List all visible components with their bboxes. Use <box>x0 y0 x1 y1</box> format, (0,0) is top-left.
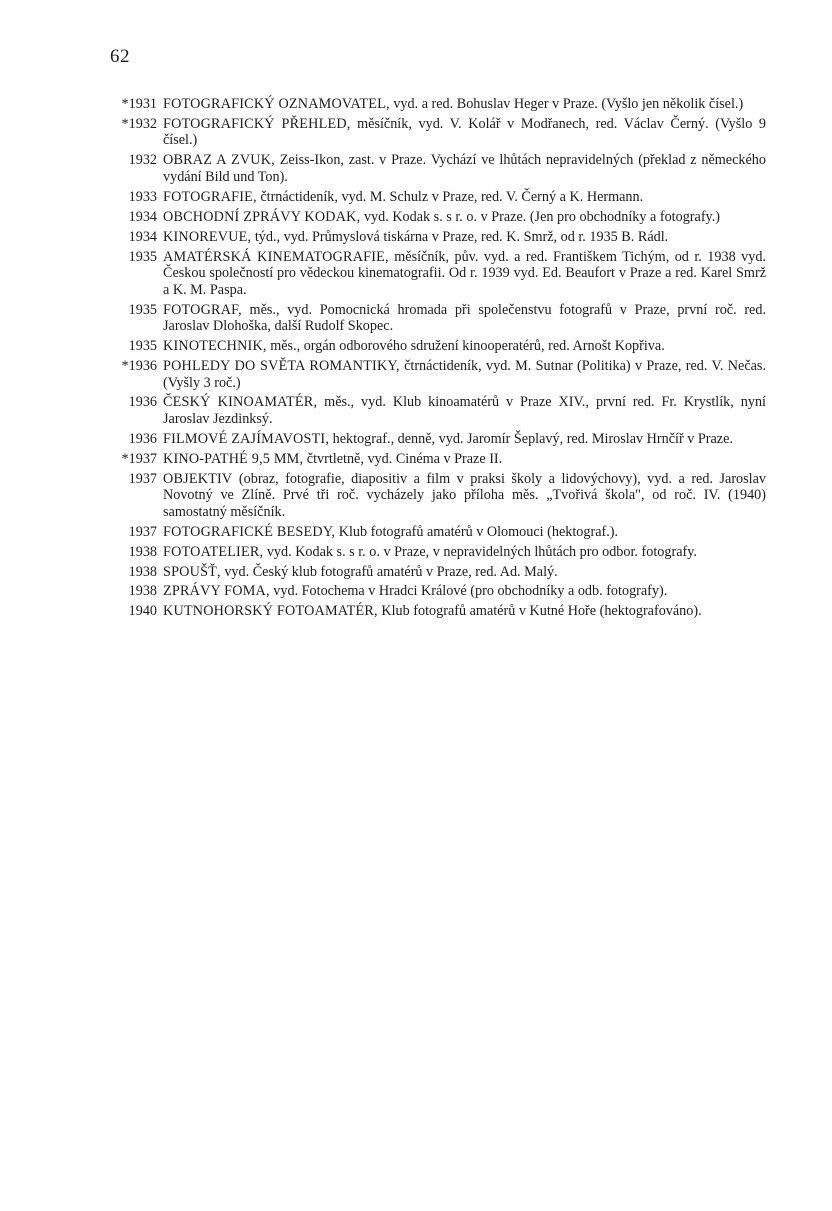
entry-year: 1934 <box>128 228 157 245</box>
entry-text <box>163 583 766 600</box>
entry-details: měsíčník, pův. vyd. a red. Františkem Tichým, od r. 1938 vyd. Českou společností pro vědeckou kinematografii. Od r. 1939 vyd. Ed. Beaufort v Praze a red. Karel Smrž a K. M. Paspa. <box>163 248 766 298</box>
entry-year: 1937 <box>128 470 157 487</box>
entry-title: ČESKÝ KINOAMATÉR, <box>163 394 318 411</box>
entry-title: KINOTECHNIK, <box>163 338 267 355</box>
entry-text <box>163 544 766 561</box>
entry-details: Klub fotografů amatérů v Kutné Hoře (hektografováno). <box>377 603 702 620</box>
entry-title: ZPRÁVY FOMA, <box>163 583 270 600</box>
list-item <box>104 471 766 521</box>
entry-title: KINOREVUE, <box>163 228 252 245</box>
entry-details: čtrnáctideník, vyd. M. Sutnar (Politika) v Praze, red. V. Nečas. (Vyšly 3 roč.) <box>163 357 766 391</box>
entry-title: FILMOVÉ ZAJÍMAVOSTI, <box>163 430 330 447</box>
entry-details: čtrnáctideník, vyd. M. Schulz v Praze, red. V. Černý a K. Hermann. <box>256 188 644 205</box>
entry-title: FOTOGRAFICKÝ OZNAMOVATEL, <box>163 96 390 112</box>
entry-text <box>163 431 766 448</box>
entry-year: 1938 <box>128 563 157 580</box>
periodicals-list <box>104 96 766 623</box>
page-number: 62 <box>110 46 130 67</box>
entry-title: OBCHODNÍ ZPRÁVY KODAK, <box>163 208 361 225</box>
entry-text <box>163 249 766 299</box>
entry-text <box>163 96 766 113</box>
entry-year: 1936 <box>128 394 157 411</box>
entry-text <box>163 229 766 246</box>
entry-details: (obraz, fotografie, diapositiv a film v praksi školy a lidovýchovy), vyd. a red. Jaroslav Novotný ve Zlíně. Prvé tři roč. vycházely jako příloha měs. „Tvořivá škola", od roč. IV. (1940) samostatný měsíčník. <box>163 470 766 520</box>
entry-year: *1932 <box>121 115 157 132</box>
entry-text <box>163 152 766 185</box>
list-item <box>104 338 766 355</box>
entry-details: vyd. a red. Bohuslav Heger v Praze. (Vyšlo jen několik čísel.) <box>389 96 744 112</box>
entry-year: 1938 <box>128 543 157 560</box>
entry-text <box>163 302 766 335</box>
entry-year: *1931 <box>121 96 157 112</box>
list-item <box>104 249 766 299</box>
entry-year: 1935 <box>128 301 157 318</box>
list-item <box>104 116 766 149</box>
entry-title: FOTOGRAFICKÉ BESEDY, <box>163 523 336 540</box>
entry-details: měsíčník, vyd. V. Kolář v Modřanech, red. Václav Černý. (Vyšlo 9 čísel.) <box>163 115 766 149</box>
entry-year: 1935 <box>128 248 157 265</box>
list-item <box>104 431 766 448</box>
entry-title: SPOUŠŤ, <box>163 563 221 580</box>
list-item <box>104 96 766 113</box>
list-item <box>104 302 766 335</box>
entry-year: *1937 <box>121 450 157 467</box>
entry-details: hektograf., denně, vyd. Jaromír Šeplavý, red. Miroslav Hrnčíř v Praze. <box>329 430 733 447</box>
entry-text <box>163 338 766 355</box>
list-item <box>104 152 766 185</box>
entry-title: OBRAZ A ZVUK, <box>163 152 275 169</box>
entry-text <box>163 564 766 581</box>
entry-details: měs., vyd. Klub kinoamatérů v Praze XIV., první red. Fr. Krystlík, nyní Jaroslav Jezdinksý. <box>163 394 766 428</box>
list-item <box>104 524 766 541</box>
entry-title: AMATÉRSKÁ KINEMATOGRAFIE, <box>163 248 389 265</box>
entry-text <box>163 471 766 521</box>
entry-text <box>163 394 766 427</box>
entry-details: vyd. Kodak s. s r. o. v Praze, v nepravidelných lhůtách pro odbor. fotografy. <box>263 543 697 560</box>
list-item <box>104 358 766 391</box>
entry-details: vyd. Kodak s. s r. o. v Praze. (Jen pro obchodníky a fotografy.) <box>360 208 720 225</box>
entry-title: POHLEDY DO SVĚTA ROMANTIKY, <box>163 357 400 374</box>
entry-text <box>163 603 766 620</box>
entry-title: KUTNOHORSKÝ FOTOAMATÉR, <box>163 603 378 620</box>
entry-year: *1936 <box>121 357 157 374</box>
entry-text <box>163 358 766 391</box>
entry-details: čtvrtletně, vyd. Cinéma v Praze II. <box>303 450 503 467</box>
entry-year: 1935 <box>128 338 157 355</box>
entry-details: Zeiss-Ikon, zast. v Praze. Vychází ve lhůtách nepravidelných (překlad z německého vydání Bild und Ton). <box>163 152 766 185</box>
entry-details: vyd. Fotochema v Hradci Králové (pro obchodníky a odb. fotografy). <box>269 583 668 600</box>
list-item <box>104 209 766 226</box>
entry-year: 1934 <box>128 208 157 225</box>
entry-year: 1932 <box>128 152 157 169</box>
list-item <box>104 229 766 246</box>
entry-text <box>163 524 766 541</box>
entry-title: KINO-PATHÉ 9,5 MM, <box>163 450 304 467</box>
entry-year: 1937 <box>128 523 157 540</box>
entry-text <box>163 451 766 468</box>
list-item <box>104 451 766 468</box>
entry-details: vyd. Český klub fotografů amatérů v Praze, red. Ad. Malý. <box>220 563 558 580</box>
entry-title: FOTOGRAFICKÝ PŘEHLED, <box>163 115 351 132</box>
entry-title: FOTOGRAF, <box>163 301 242 318</box>
list-item <box>104 583 766 600</box>
list-item <box>104 189 766 206</box>
entry-text <box>163 189 766 206</box>
entry-details: Klub fotografů amatérů v Olomouci (hektograf.). <box>335 523 619 540</box>
entry-year: 1933 <box>128 188 157 205</box>
list-item <box>104 564 766 581</box>
entry-title: FOTOATELIER, <box>163 543 264 560</box>
entry-year: 1936 <box>128 430 157 447</box>
entry-year: 1940 <box>128 603 157 620</box>
entry-text <box>163 116 766 149</box>
entry-details: měs., orgán odborového sdružení kinooperatérů, red. Arnošt Kopřiva. <box>266 338 665 355</box>
entry-details: měs., vyd. Pomocnická hromada při společenstvu fotografů v Praze, první roč. red. Jaroslav Dlohoška, další Rudolf Skopec. <box>163 301 766 335</box>
list-item <box>104 603 766 620</box>
entry-title: OBJEKTIV <box>163 470 233 487</box>
list-item <box>104 394 766 427</box>
entry-year: 1938 <box>128 583 157 600</box>
list-item <box>104 544 766 561</box>
entry-title: FOTOGRAFIE, <box>163 188 257 205</box>
entry-text <box>163 209 766 226</box>
entry-details: týd., vyd. Průmyslová tiskárna v Praze, red. K. Smrž, od r. 1935 B. Rádl. <box>251 228 669 245</box>
